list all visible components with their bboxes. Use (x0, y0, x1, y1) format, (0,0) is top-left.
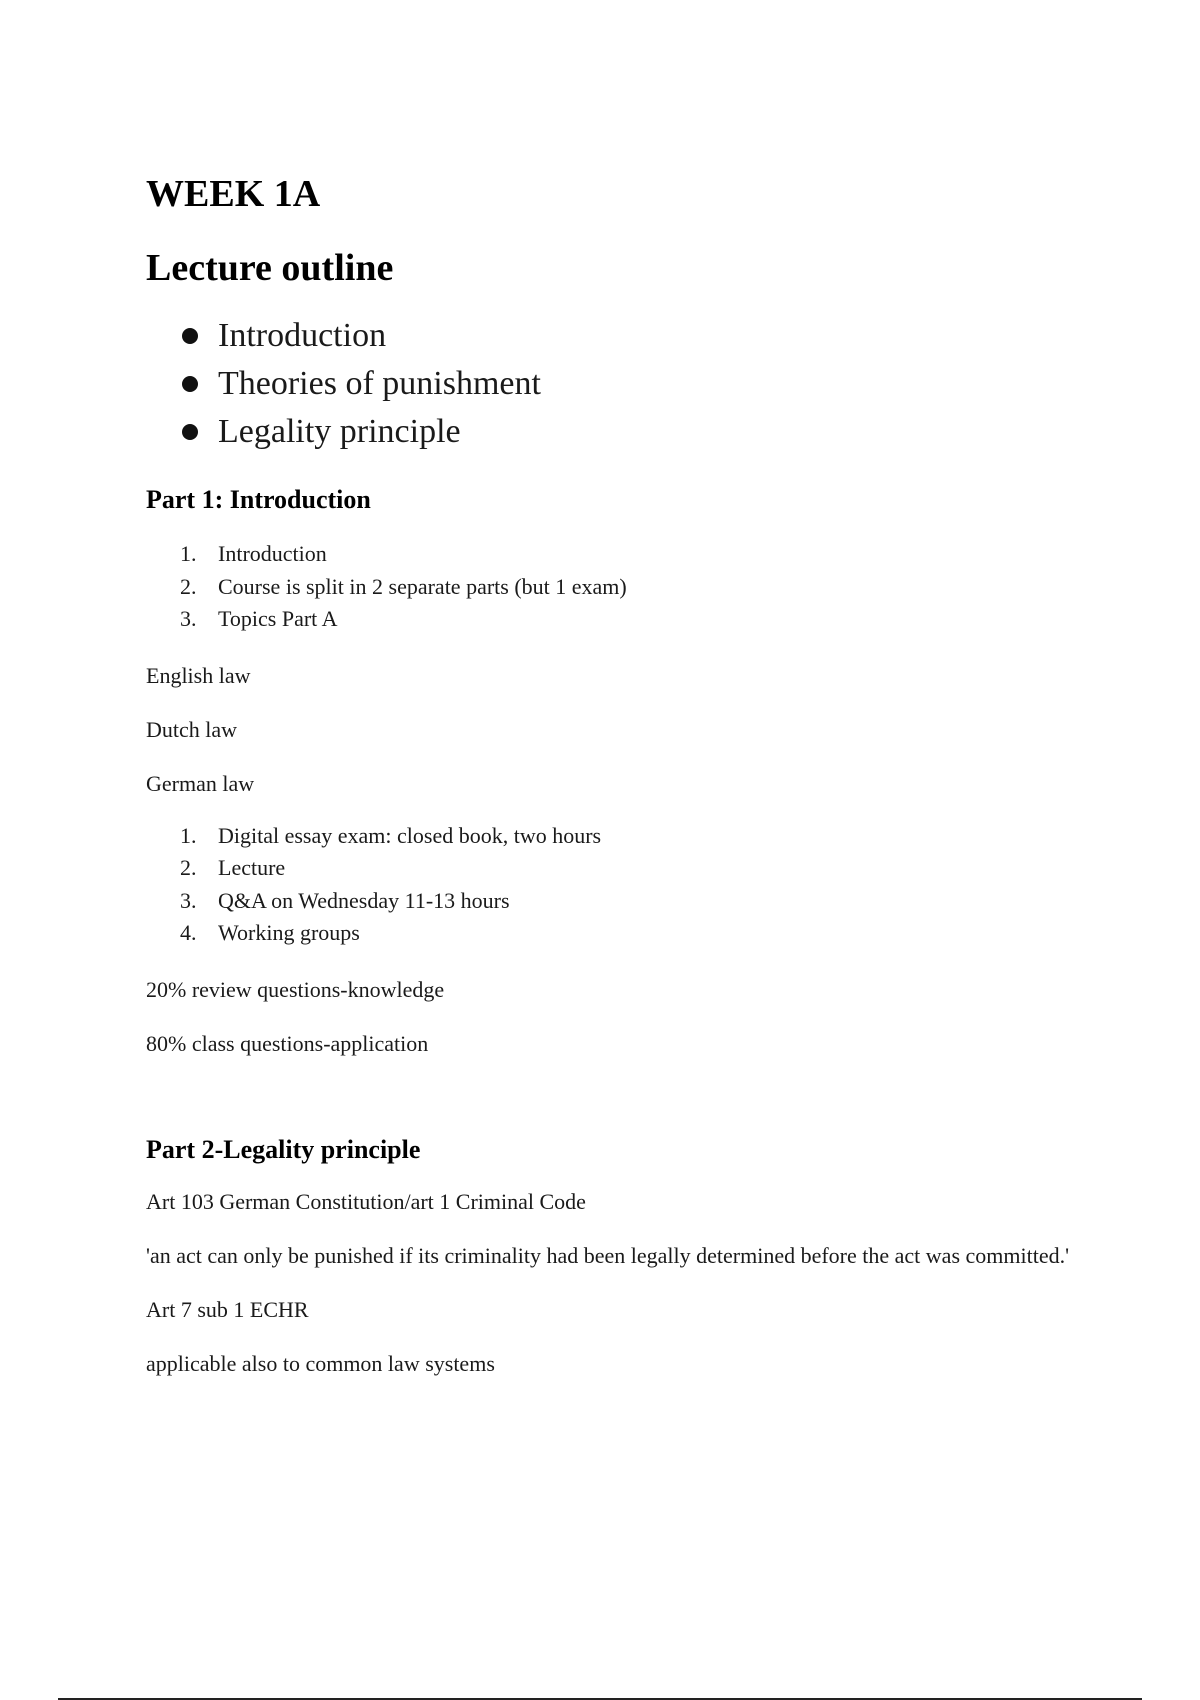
list-item (180, 852, 1076, 885)
list-item (180, 885, 1076, 918)
legality-quote: 'an act can only be punished if its criminality had been legally determined before the act was committed.' (146, 1242, 1070, 1268)
list-item-text: Q&A on Wednesday 11-13 hours (218, 887, 510, 913)
list-item-text: Working groups (218, 920, 360, 945)
outline-item (182, 408, 1076, 456)
list-item (180, 603, 1076, 636)
list-item (180, 571, 1076, 604)
grading-knowledge-text: 20% review questions-knowledge (146, 976, 445, 1002)
echr-reference: Art 7 sub 1 ECHR (146, 1296, 309, 1322)
common-law-note: applicable also to common law systems (146, 1350, 495, 1376)
lecture-outline-title: Lecture outline (146, 247, 394, 289)
bullet-icon (182, 424, 198, 440)
bullet-icon (182, 376, 198, 392)
list-item-text: Topics Part A (218, 606, 338, 631)
list-item-number: 3. (180, 606, 197, 631)
list-item (180, 917, 1076, 950)
list-item-number: 3. (180, 887, 197, 913)
grading-application-text: 80% class questions-application (146, 1030, 429, 1056)
list-item-number: 2. (180, 573, 197, 599)
list-item-text: Course is split in 2 separate parts (but 1 exam) (218, 573, 627, 599)
part1-title: Part 1: Introduction (146, 485, 371, 514)
part2-title: Part 2-Legality principle (146, 1134, 421, 1164)
list-item (180, 820, 1076, 853)
list-item-number: 2. (180, 855, 197, 880)
lecture-outline-list (146, 312, 1076, 456)
list-item-text: Introduction (218, 541, 327, 566)
outline-item-label: Theories of punishment (218, 365, 541, 402)
outline-item-label: Introduction (218, 317, 387, 354)
list-item-number: 1. (180, 541, 197, 566)
bullet-icon (182, 328, 198, 344)
outline-item (182, 360, 1076, 408)
week-title: WEEK 1A (146, 173, 321, 215)
dutch-law-text: Dutch law (146, 716, 238, 742)
document-content (146, 168, 1076, 1380)
outline-item (182, 312, 1076, 360)
article-reference: Art 103 German Constitution/art 1 Criminal Code (146, 1188, 586, 1214)
german-law-text: German law (146, 770, 255, 796)
outline-item-label: Legality principle (218, 413, 461, 450)
part1-course-list (146, 820, 1076, 950)
list-item-number: 4. (180, 920, 197, 945)
english-law-text: English law (146, 662, 251, 688)
list-item-text: Digital essay exam: closed book, two hours (218, 822, 602, 848)
list-item (180, 538, 1076, 571)
part1-intro-list (146, 538, 1076, 636)
list-item-number: 1. (180, 822, 197, 848)
list-item-text: Lecture (218, 855, 286, 880)
